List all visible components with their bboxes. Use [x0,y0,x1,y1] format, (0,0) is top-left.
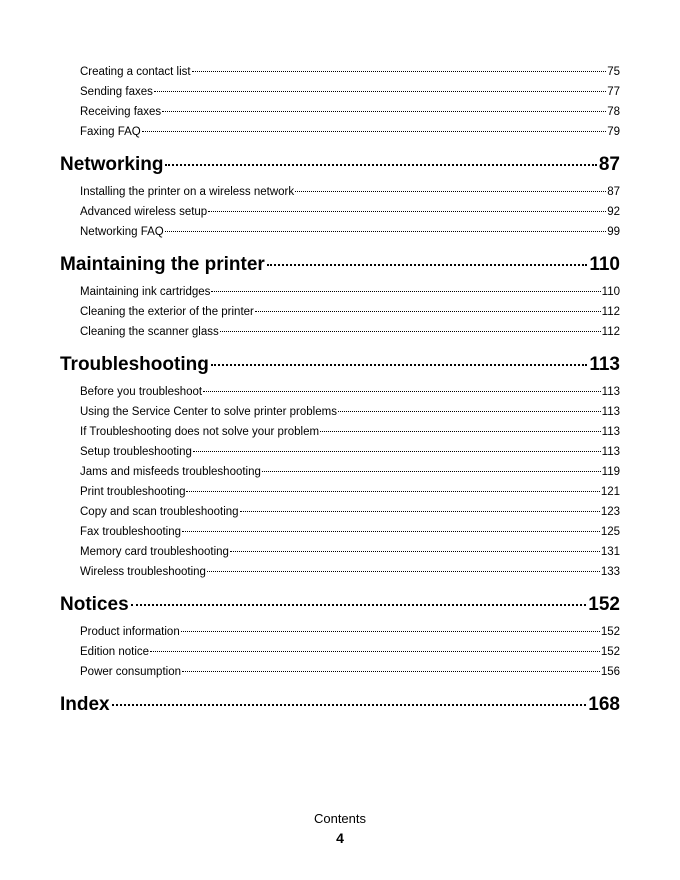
toc-title: Cleaning the scanner glass [80,326,219,338]
toc-entry[interactable] [60,522,620,542]
toc-title: Copy and scan troubleshooting [80,506,239,518]
toc-page-number: 113 [601,446,620,458]
dot-leader [154,91,606,92]
dot-leader [203,391,601,392]
toc-page-number: 125 [600,526,620,538]
toc-entry[interactable] [60,82,620,102]
toc-page-number: 123 [600,506,620,518]
toc-page-number: 75 [607,66,620,78]
toc-page-number: 87 [607,186,620,198]
dot-leader [207,571,600,572]
dot-leader [320,431,601,432]
dot-leader [165,164,596,166]
toc-entry[interactable] [60,102,620,122]
toc-page-number: 121 [600,486,620,498]
toc-page-number: 92 [607,206,620,218]
toc-page-number: 152 [600,646,620,658]
toc-title: Faxing FAQ [80,126,141,138]
dot-leader [255,311,601,312]
toc-entry[interactable] [60,122,620,142]
toc-page-number: 131 [600,546,620,558]
toc-entry[interactable] [60,662,620,682]
toc-title: Edition notice [80,646,150,658]
footer-section-label: Contents [313,811,367,826]
toc-title: Receiving faxes [80,106,162,118]
toc-title: Using the Service Center to solve printer problems [80,406,337,418]
toc-entry[interactable] [60,642,620,662]
dot-leader [182,671,600,672]
toc-entry[interactable] [60,202,620,222]
dot-leader [131,604,587,606]
dot-leader [112,704,587,706]
toc-title: Memory card troubleshooting [80,546,229,558]
table-of-contents [60,62,620,722]
toc-title: Cleaning the exterior of the printer [80,306,254,318]
toc-chapter-heading[interactable] [60,348,620,382]
toc-entry[interactable] [60,562,620,582]
dot-leader [211,364,588,366]
toc-chapter-heading[interactable] [60,588,620,622]
toc-title: Maintaining the printer [60,254,265,275]
toc-entry[interactable] [60,322,620,342]
page-number: 4 [336,830,344,846]
dot-leader [211,291,600,292]
toc-entry[interactable] [60,542,620,562]
toc-chapter-heading[interactable] [60,248,620,282]
toc-page-number: 113 [601,406,620,418]
toc-chapter-heading[interactable] [60,148,620,182]
dot-leader [165,231,606,232]
toc-title: Wireless troubleshooting [80,566,206,578]
toc-title: Networking [60,154,164,175]
toc-entry[interactable] [60,402,620,422]
toc-title: Creating a contact list [80,66,191,78]
dot-leader [240,511,600,512]
toc-page-number: 79 [607,126,620,138]
toc-page-number: 99 [607,226,620,238]
toc-entry[interactable] [60,302,620,322]
toc-title: Before you troubleshoot [80,386,203,398]
toc-entry[interactable] [60,442,620,462]
toc-title: Sending faxes [80,86,153,98]
toc-title: Jams and misfeeds troubleshooting [80,466,261,478]
dot-leader [192,71,607,72]
toc-title: Notices [60,594,129,615]
dot-leader [142,131,606,132]
toc-page-number: 113 [601,386,620,398]
toc-chapter-heading[interactable] [60,688,620,722]
dot-leader [295,191,606,192]
dot-leader [186,491,599,492]
dot-leader [220,331,601,332]
toc-entry[interactable] [60,62,620,82]
toc-page-number: 112 [601,326,620,338]
toc-title: Index [60,694,110,715]
toc-page-number: 156 [600,666,620,678]
toc-page-number: 77 [607,86,620,98]
toc-title: Troubleshooting [60,354,209,375]
toc-page-number: 113 [589,354,620,375]
toc-entry[interactable] [60,282,620,302]
dot-leader [230,551,600,552]
page-footer [0,810,680,848]
toc-page-number: 87 [598,154,620,175]
toc-page-number: 110 [601,286,620,298]
toc-title: Setup troubleshooting [80,446,192,458]
toc-page-number: 113 [601,426,620,438]
toc-entry[interactable] [60,382,620,402]
toc-title: Fax troubleshooting [80,526,182,538]
toc-page-number: 119 [601,466,620,478]
toc-entry[interactable] [60,182,620,202]
toc-title: Print troubleshooting [80,486,186,498]
dot-leader [193,451,601,452]
toc-page-number: 110 [589,254,620,275]
toc-title: Maintaining ink cartridges [80,286,211,298]
dot-leader [208,211,606,212]
toc-entry[interactable] [60,622,620,642]
toc-entry[interactable] [60,222,620,242]
toc-entry[interactable] [60,502,620,522]
dot-leader [338,411,601,412]
toc-page-number: 133 [600,566,620,578]
dot-leader [267,264,588,266]
toc-page-number: 152 [600,626,620,638]
dot-leader [262,471,601,472]
toc-title: Advanced wireless setup [80,206,208,218]
toc-title: Power consumption [80,666,181,678]
dot-leader [162,111,606,112]
toc-entry[interactable] [60,422,620,442]
toc-page-number: 168 [588,694,620,715]
toc-page-number: 78 [607,106,620,118]
dot-leader [182,531,600,532]
toc-title: Installing the printer on a wireless network [80,186,295,198]
toc-title: Networking FAQ [80,226,164,238]
toc-title: Product information [80,626,180,638]
toc-entry[interactable] [60,462,620,482]
toc-page-number: 112 [601,306,620,318]
toc-entry[interactable] [60,482,620,502]
toc-page-number: 152 [588,594,620,615]
dot-leader [150,651,600,652]
toc-title: If Troubleshooting does not solve your problem [80,426,320,438]
dot-leader [181,631,600,632]
